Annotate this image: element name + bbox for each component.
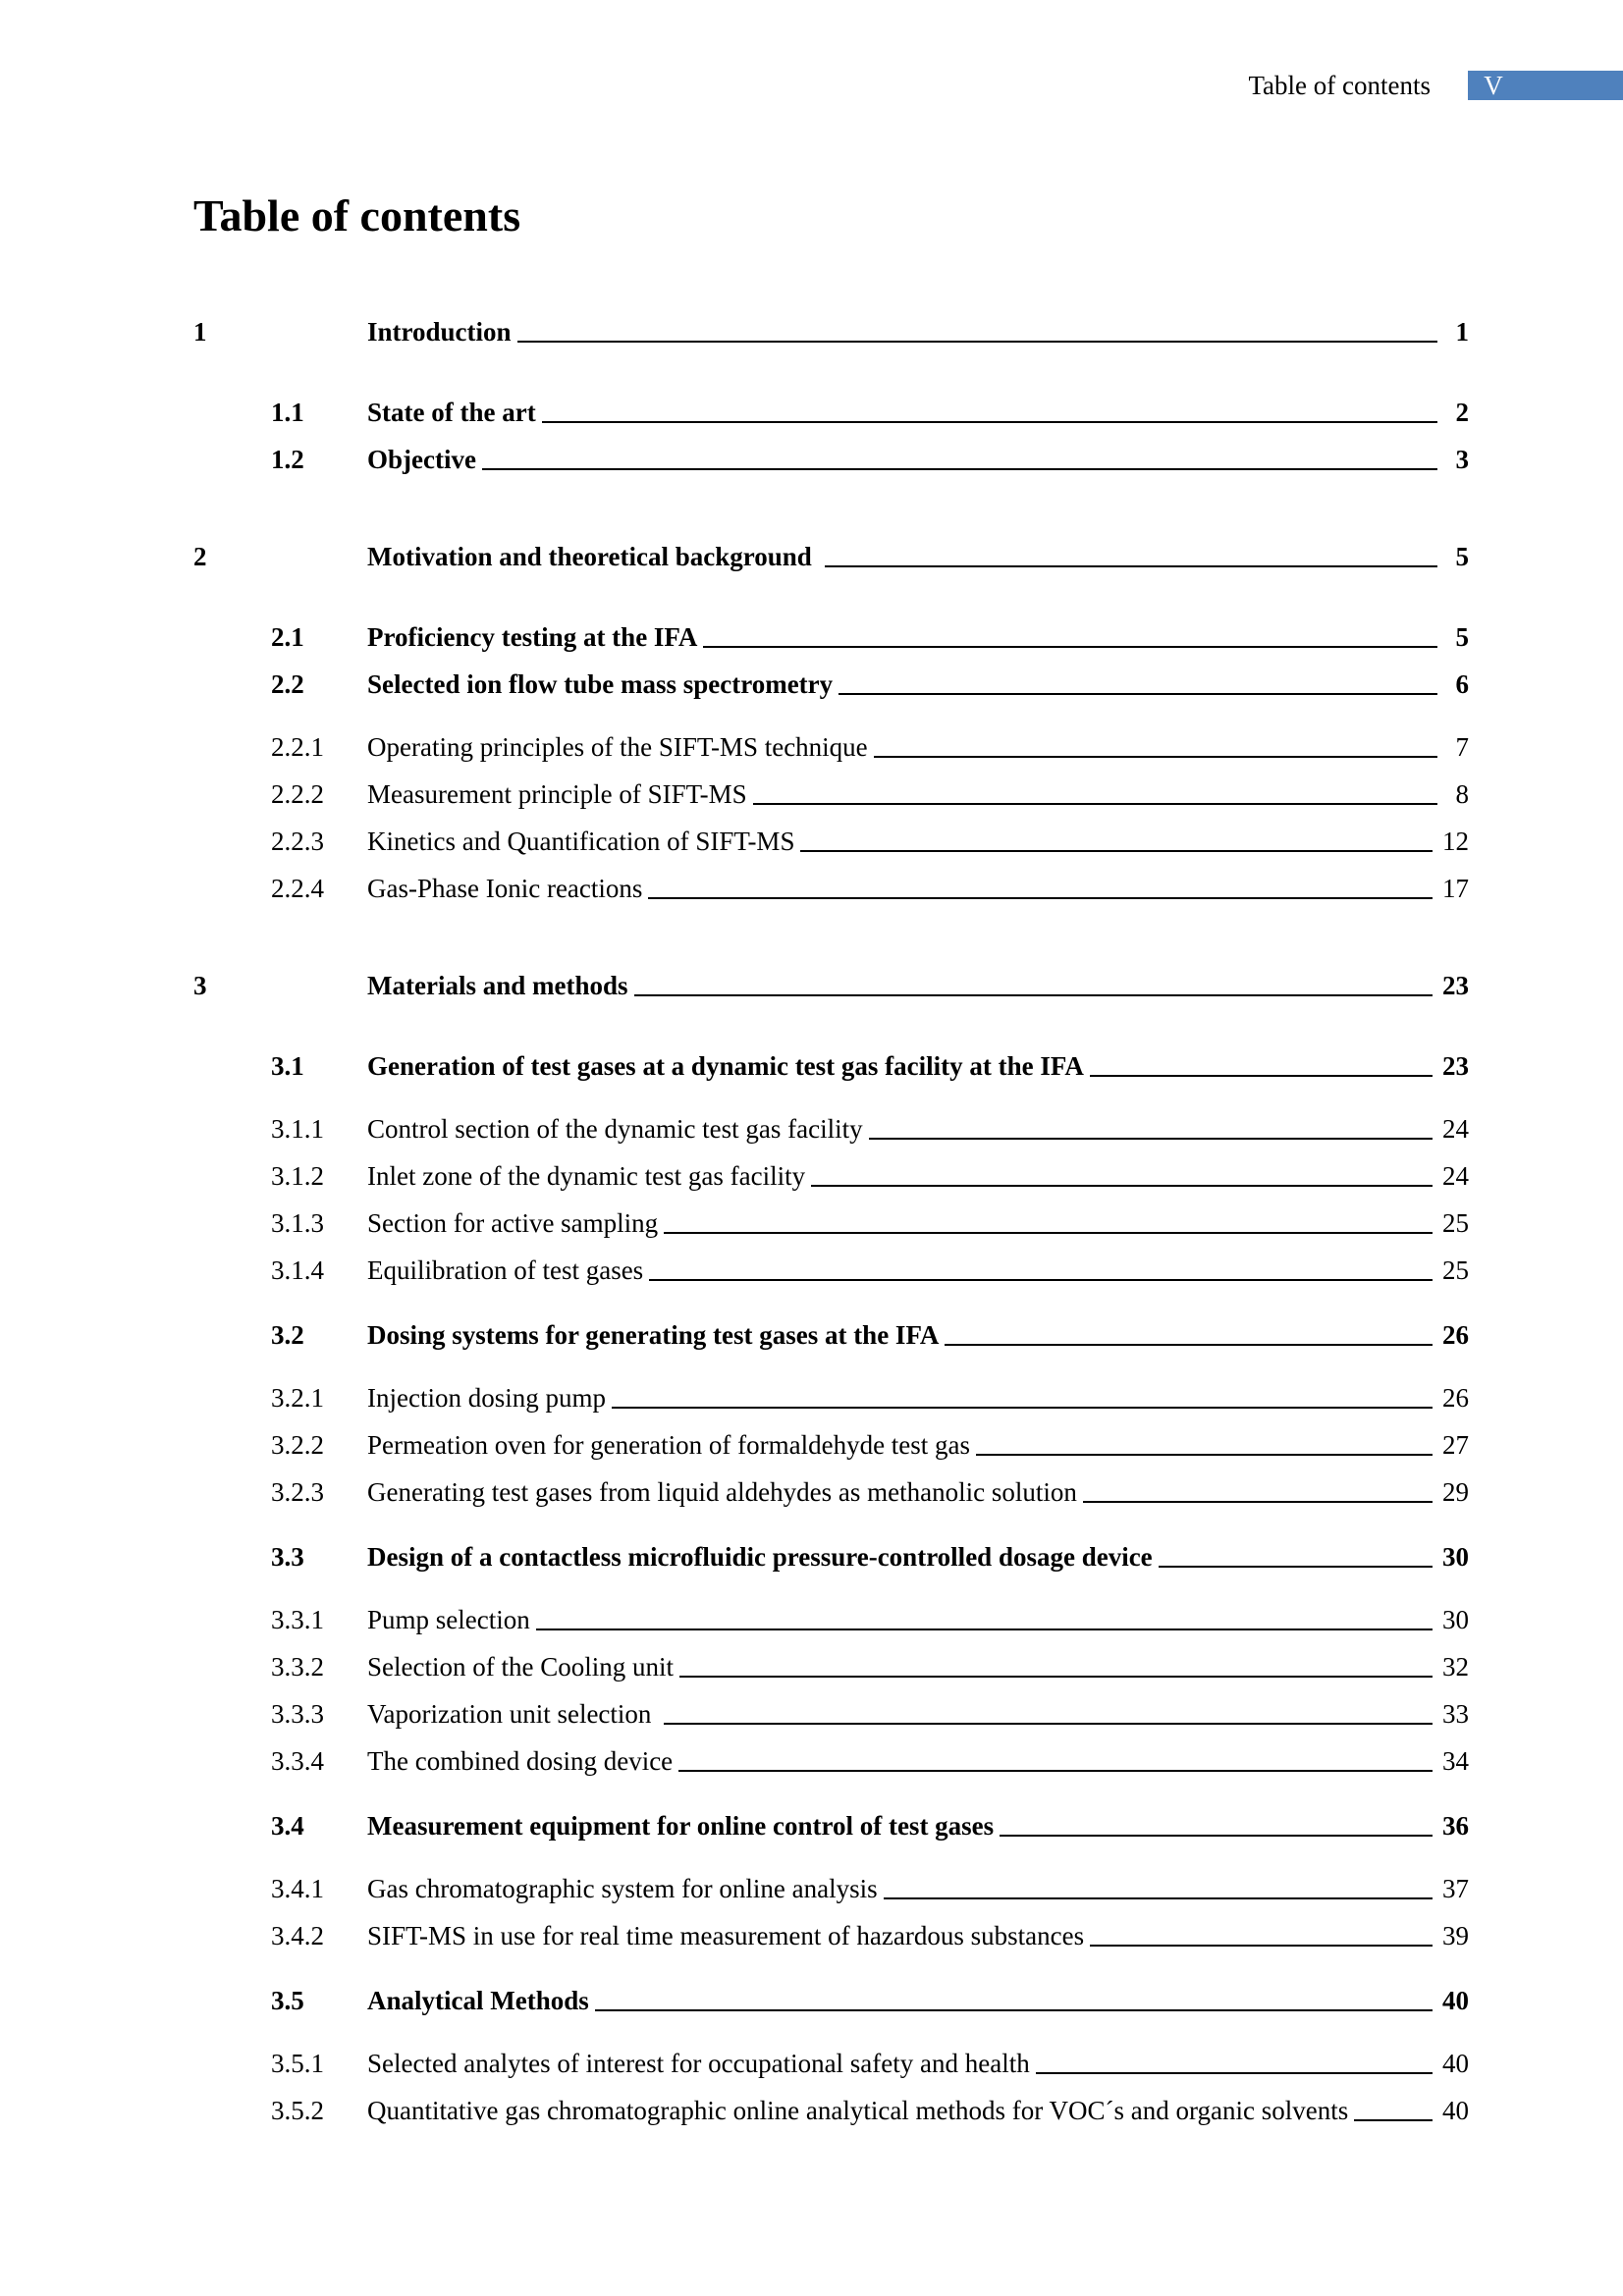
toc-entry-line xyxy=(367,312,1469,351)
toc-entry-line xyxy=(367,727,1469,767)
toc-entry-number: 1.2 xyxy=(271,445,304,474)
toc-leader-line xyxy=(825,565,1437,567)
toc-entry-title: Introduction xyxy=(367,317,512,347)
toc-entry-line xyxy=(367,1156,1469,1196)
toc-entry[interactable] xyxy=(0,822,1623,861)
toc-entry-number: 3.1.4 xyxy=(271,1255,324,1285)
toc-leader-line xyxy=(664,1723,1433,1725)
toc-entry[interactable] xyxy=(0,2044,1623,2083)
toc-entry-title: Dosing systems for generating test gases at the IFA xyxy=(367,1320,940,1350)
toc-entry-page: 17 xyxy=(1442,874,1469,903)
toc-entry-line xyxy=(367,1109,1469,1148)
toc-entry-title: Objective xyxy=(367,445,476,474)
toc-entry-number: 3.3.1 xyxy=(271,1605,324,1634)
toc-entry-number: 3.2 xyxy=(271,1320,304,1350)
toc-entry-title: Gas-Phase Ionic reactions xyxy=(367,874,643,903)
toc-entry-number: 3.2.2 xyxy=(271,1430,324,1460)
toc-entry-page: 7 xyxy=(1455,732,1469,762)
toc-entry-number: 3.5.2 xyxy=(271,2096,324,2125)
toc-entry-number: 2.2 xyxy=(271,669,304,699)
toc-leader-line xyxy=(1159,1566,1433,1568)
toc-leader-line xyxy=(542,421,1437,423)
toc-entry-page: 29 xyxy=(1442,1477,1469,1507)
toc-leader-line xyxy=(1354,2119,1433,2121)
toc-entry[interactable] xyxy=(0,1537,1623,1576)
toc-entry-line xyxy=(367,1378,1469,1417)
toc-leader-line xyxy=(634,994,1434,996)
toc-leader-line xyxy=(884,1897,1433,1899)
toc-entry-title: Generation of test gases at a dynamic test gas facility at the IFA xyxy=(367,1051,1084,1081)
toc-entry-page: 26 xyxy=(1442,1383,1469,1413)
toc-entry-title: Inlet zone of the dynamic test gas facility xyxy=(367,1161,806,1191)
toc-entry-line xyxy=(367,537,1469,576)
toc-entry-page: 37 xyxy=(1442,1874,1469,1903)
toc-entry-line xyxy=(367,1046,1469,1086)
toc-entry-title: Gas chromatographic system for online analysis xyxy=(367,1874,878,1903)
toc-entry-number: 3.5 xyxy=(271,1986,304,2015)
toc-entry-page: 6 xyxy=(1455,669,1469,699)
page-number-badge xyxy=(1468,71,1623,100)
toc-entry-number: 2.2.2 xyxy=(271,779,324,809)
toc-entry-page: 25 xyxy=(1442,1255,1469,1285)
toc-entry-number: 3.1.1 xyxy=(271,1114,324,1144)
toc-entry[interactable] xyxy=(0,2091,1623,2130)
toc-leader-line xyxy=(517,341,1437,343)
toc-entry-title: Operating principles of the SIFT-MS technique xyxy=(367,732,868,762)
toc-leader-line xyxy=(1000,1835,1433,1837)
toc-entry[interactable] xyxy=(0,1806,1623,1845)
toc-leader-line xyxy=(1090,1075,1433,1077)
toc-leader-line xyxy=(482,468,1437,470)
toc-entry-title: Equilibration of test gases xyxy=(367,1255,644,1285)
toc-entry-page: 33 xyxy=(1442,1699,1469,1729)
toc-entry-number: 3.3.4 xyxy=(271,1746,324,1776)
toc-entry-number: 3 xyxy=(193,971,207,1000)
toc-entry-page: 23 xyxy=(1442,971,1469,1000)
toc-entry[interactable] xyxy=(0,1425,1623,1465)
toc-entry-title: Permeation oven for generation of formaldehyde test gas xyxy=(367,1430,971,1460)
toc-entry-number: 3.3 xyxy=(271,1542,304,1572)
toc-entry-title: The combined dosing device xyxy=(367,1746,674,1776)
page-title: Table of contents xyxy=(193,190,521,240)
toc-leader-line xyxy=(536,1629,1433,1630)
toc-entry-number: 3.4.1 xyxy=(271,1874,324,1903)
toc-entry[interactable] xyxy=(0,617,1623,657)
toc-leader-line xyxy=(664,1232,1433,1234)
toc-leader-line xyxy=(1083,1501,1433,1503)
toc-entry[interactable] xyxy=(0,1916,1623,1955)
toc-entry-title: Motivation and theoretical background xyxy=(367,542,819,571)
toc-entry-line xyxy=(367,440,1469,479)
toc-leader-line xyxy=(595,2009,1433,2011)
toc-entry-number: 3.3.3 xyxy=(271,1699,324,1729)
toc-entry-line xyxy=(367,2091,1469,2130)
toc-leader-line xyxy=(612,1407,1433,1409)
toc-entry[interactable] xyxy=(0,1472,1623,1512)
toc-leader-line xyxy=(869,1138,1433,1140)
toc-entry-number: 2.2.3 xyxy=(271,827,324,856)
toc-entry-line xyxy=(367,869,1469,908)
toc-entry-page: 32 xyxy=(1442,1652,1469,1682)
toc-entry[interactable] xyxy=(0,665,1623,704)
toc-leader-line xyxy=(945,1344,1433,1346)
toc-entry-page: 34 xyxy=(1442,1746,1469,1776)
toc-entry-title: State of the art xyxy=(367,398,536,427)
toc-entry-page: 3 xyxy=(1455,445,1469,474)
toc-entry-title: Materials and methods xyxy=(367,971,628,1000)
toc-entry-title: Measurement principle of SIFT-MS xyxy=(367,779,747,809)
toc-entry-number: 3.2.1 xyxy=(271,1383,324,1413)
toc-entry-number: 2 xyxy=(193,542,207,571)
toc-entry-page: 12 xyxy=(1442,827,1469,856)
toc-entry-title: Selected analytes of interest for occupational safety and health xyxy=(367,2049,1030,2078)
toc-entry-line xyxy=(367,774,1469,814)
toc-entry-page: 24 xyxy=(1442,1114,1469,1144)
toc-entry-title: Vaporization unit selection xyxy=(367,1699,659,1729)
toc-entry-line xyxy=(367,1741,1469,1781)
toc-entry-title: Selection of the Cooling unit xyxy=(367,1652,674,1682)
toc-entry-title: Injection dosing pump xyxy=(367,1383,606,1413)
toc-entry-line xyxy=(367,1647,1469,1686)
toc-entry-line xyxy=(367,1600,1469,1639)
toc-entry[interactable] xyxy=(0,1203,1623,1243)
toc-entry-line xyxy=(367,1694,1469,1734)
toc-entry[interactable] xyxy=(0,1741,1623,1781)
toc-entry-title: Selected ion flow tube mass spectrometry xyxy=(367,669,834,699)
toc-entry-line xyxy=(367,1251,1469,1290)
toc-entry-number: 3.3.2 xyxy=(271,1652,324,1682)
toc-entry-line xyxy=(367,617,1469,657)
toc-entry-line xyxy=(367,1916,1469,1955)
toc-entry[interactable] xyxy=(0,312,1623,351)
toc-entry-number: 3.2.3 xyxy=(271,1477,324,1507)
toc-entry-page: 2 xyxy=(1455,398,1469,427)
toc-entry-title: Kinetics and Quantification of SIFT-MS xyxy=(367,827,795,856)
toc-entry-number: 2.2.1 xyxy=(271,732,324,762)
toc-entry[interactable] xyxy=(0,1647,1623,1686)
toc-entry-line xyxy=(367,1537,1469,1576)
toc-leader-line xyxy=(811,1185,1433,1187)
toc-entry-number: 3.4.2 xyxy=(271,1921,324,1950)
toc-entry-number: 3.1.3 xyxy=(271,1208,324,1238)
toc-entry[interactable] xyxy=(0,1694,1623,1734)
toc-entry-title: Generating test gases from liquid aldehydes as methanolic solution xyxy=(367,1477,1077,1507)
toc-entry[interactable] xyxy=(0,1378,1623,1417)
toc-entry-number: 3.5.1 xyxy=(271,2049,324,2078)
toc-entry[interactable] xyxy=(0,1251,1623,1290)
toc-entry-page: 40 xyxy=(1442,2096,1469,2125)
toc-entry[interactable] xyxy=(0,1981,1623,2020)
toc-leader-line xyxy=(753,803,1437,805)
toc-entry[interactable] xyxy=(0,1869,1623,1908)
toc-entry[interactable] xyxy=(0,1600,1623,1639)
toc-entry-line xyxy=(367,1425,1469,1465)
toc-entry[interactable] xyxy=(0,537,1623,576)
toc-leader-line xyxy=(678,1770,1433,1772)
toc-entry-title: Design of a contactless microfluidic pressure-controlled dosage device xyxy=(367,1542,1153,1572)
toc-leader-line xyxy=(679,1676,1433,1678)
toc-entry-title: Analytical Methods xyxy=(367,1986,589,2015)
toc-leader-line xyxy=(839,693,1437,695)
toc-entry-title: Section for active sampling xyxy=(367,1208,659,1238)
toc-entry-line xyxy=(367,665,1469,704)
toc-entry[interactable] xyxy=(0,966,1623,1005)
toc-entry[interactable] xyxy=(0,1046,1623,1086)
toc-entry-page: 36 xyxy=(1442,1811,1469,1841)
toc-leader-line xyxy=(1036,2072,1433,2074)
toc-entry-page: 26 xyxy=(1442,1320,1469,1350)
toc-entry-page: 5 xyxy=(1455,542,1469,571)
toc-entry[interactable] xyxy=(0,440,1623,479)
toc-entry-line xyxy=(367,1981,1469,2020)
toc-entry-line xyxy=(367,822,1469,861)
toc-entry-number: 2.2.4 xyxy=(271,874,324,903)
toc-entry-number: 2.1 xyxy=(271,622,304,652)
running-header-title: Table of contents xyxy=(1248,71,1431,100)
toc-entry-page: 40 xyxy=(1442,2049,1469,2078)
toc-leader-line xyxy=(874,756,1437,758)
toc-entry[interactable] xyxy=(0,1156,1623,1196)
toc-entry-page: 40 xyxy=(1442,1986,1469,2015)
toc-entry-page: 30 xyxy=(1442,1605,1469,1634)
toc-entry-page: 23 xyxy=(1442,1051,1469,1081)
toc-entry-number: 3.1 xyxy=(271,1051,304,1081)
toc-entry-line xyxy=(367,393,1469,432)
toc-entry-number: 3.1.2 xyxy=(271,1161,324,1191)
toc-entry-line xyxy=(367,1472,1469,1512)
toc-entry-line xyxy=(367,1806,1469,1845)
toc-entry-line xyxy=(367,1203,1469,1243)
toc-entry-line xyxy=(367,1869,1469,1908)
toc-entry-page: 1 xyxy=(1455,317,1469,347)
toc-entry-number: 3.4 xyxy=(271,1811,304,1841)
toc-entry-page: 8 xyxy=(1455,779,1469,809)
toc-entry-page: 39 xyxy=(1442,1921,1469,1950)
toc-entry-page: 25 xyxy=(1442,1208,1469,1238)
toc-leader-line xyxy=(649,1279,1433,1281)
toc-entry-title: Proficiency testing at the IFA xyxy=(367,622,698,652)
toc-entry-page: 27 xyxy=(1442,1430,1469,1460)
toc-entry[interactable] xyxy=(0,727,1623,767)
toc-entry-title: Control section of the dynamic test gas facility xyxy=(367,1114,863,1144)
toc-entry-page: 30 xyxy=(1442,1542,1469,1572)
toc-entry-page: 5 xyxy=(1455,622,1469,652)
toc-leader-line xyxy=(800,850,1433,852)
toc-entry-page: 24 xyxy=(1442,1161,1469,1191)
toc-entry-line xyxy=(367,966,1469,1005)
toc-leader-line xyxy=(648,897,1433,899)
toc-leader-line xyxy=(703,646,1437,648)
toc-entry[interactable] xyxy=(0,393,1623,432)
toc-leader-line xyxy=(976,1454,1433,1456)
toc-entry-title: Quantitative gas chromatographic online analytical methods for VOC´s and organic solvents xyxy=(367,2096,1349,2125)
toc-entry[interactable] xyxy=(0,1315,1623,1355)
toc-entry[interactable] xyxy=(0,869,1623,908)
toc-entry-line xyxy=(367,1315,1469,1355)
toc-entry-line xyxy=(367,2044,1469,2083)
toc-leader-line xyxy=(1090,1945,1433,1947)
toc-entry[interactable] xyxy=(0,774,1623,814)
toc-entry-title: SIFT-MS in use for real time measurement of hazardous substances xyxy=(367,1921,1085,1950)
page-number: V xyxy=(1484,71,1503,100)
toc-entry-title: Pump selection xyxy=(367,1605,530,1634)
toc-entry-number: 1 xyxy=(193,317,207,347)
toc-entry-number: 1.1 xyxy=(271,398,304,427)
toc-entry[interactable] xyxy=(0,1109,1623,1148)
toc-entry-title: Measurement equipment for online control of test gases xyxy=(367,1811,995,1841)
